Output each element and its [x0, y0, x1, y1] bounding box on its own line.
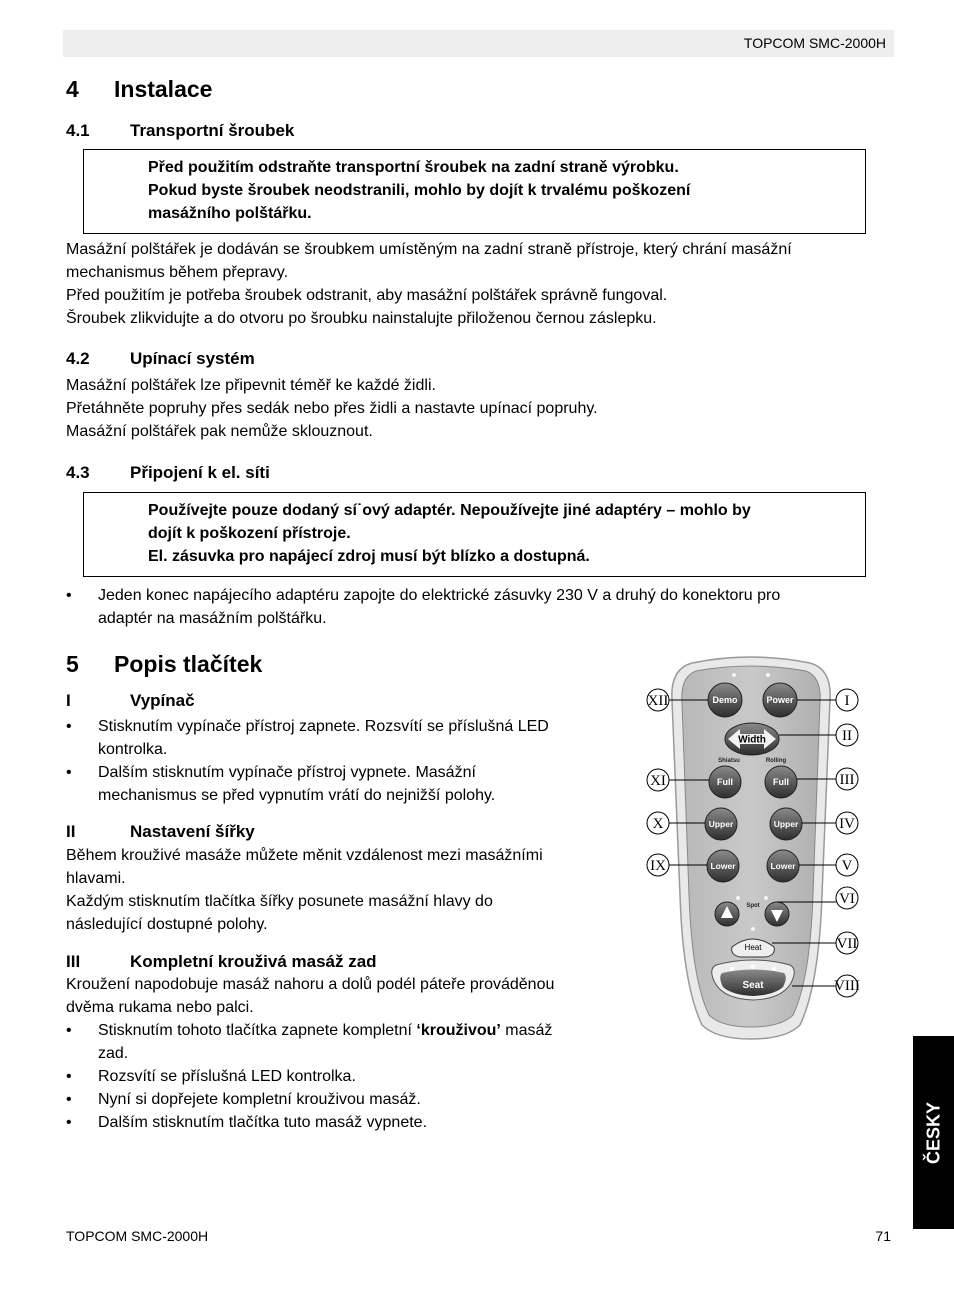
full-button-label: Full	[773, 777, 789, 787]
spot-label: Spot	[746, 903, 760, 909]
list-item	[66, 1065, 636, 1088]
led-icon	[764, 896, 768, 900]
led-icon	[751, 927, 755, 931]
paragraph-line: dvěma rukama nebo palci.	[66, 999, 254, 1016]
section-number: 4	[66, 76, 79, 102]
bullet-line: Rozsvítí se příslušná LED kontrolka.	[98, 1068, 356, 1085]
bullet-line: Jeden konec napájecího adaptéru zapojte do elektrické zásuvky 230 V a druhý do konektoru pro	[98, 587, 781, 604]
callout-vi	[836, 887, 858, 909]
language-tab	[913, 1036, 954, 1229]
section-title: Popis tlačítek	[114, 651, 263, 677]
paragraph-line: hlavami.	[66, 870, 126, 887]
led-icon	[732, 673, 736, 677]
subsection-title: Transportní šroubek	[130, 121, 295, 140]
callout-x	[647, 812, 669, 834]
heat-button-label: Heat	[744, 943, 762, 952]
callout-viii	[834, 975, 860, 997]
bullet-icon: •	[66, 1022, 72, 1039]
bullet-icon: •	[66, 1091, 72, 1108]
lower-button-label: Lower	[770, 861, 796, 871]
list-item	[66, 1019, 636, 1065]
subsection-number: 4.3	[66, 463, 90, 482]
paragraph-4-2	[66, 374, 906, 443]
paragraph-line: Masážní polštářek lze připevnit téměř ke každé židli.	[66, 377, 436, 394]
bullet-icon: •	[66, 1068, 72, 1085]
bullet-line: Nyní si dopřejete kompletní krouživou masáž.	[98, 1091, 421, 1108]
language-tab-label: ČESKY	[923, 1101, 943, 1164]
shiatsu-full-button[interactable]	[709, 766, 741, 798]
item-title: Kompletní krouživá masáž zad	[130, 952, 377, 971]
paragraph-line: mechanismus během přepravy.	[66, 264, 289, 281]
led-icon	[736, 896, 740, 900]
callout-label: IX	[650, 858, 666, 874]
callout-label: IV	[839, 816, 855, 832]
callout-label: I	[844, 693, 850, 709]
callout-label: VII	[836, 936, 858, 952]
paragraph-line: Přetáhněte popruhy přes sedák nebo přes židli a nastavte upínací popruhy.	[66, 400, 598, 417]
item-number: I	[66, 691, 71, 710]
list-item	[66, 1088, 636, 1111]
text-run: masáž	[500, 1022, 553, 1039]
subsection-title: Upínací systém	[130, 349, 255, 368]
demo-button[interactable]	[708, 683, 742, 717]
item-title: Vypínač	[130, 691, 195, 710]
callout-label: III	[839, 772, 855, 788]
power-button[interactable]	[763, 683, 797, 717]
warning-line: masážního polštářku.	[148, 205, 312, 222]
list-item	[66, 761, 626, 807]
callout-xii	[647, 689, 669, 711]
warning-line: dojít k poškození přístroje.	[148, 525, 351, 542]
warning-text	[148, 499, 751, 568]
callout-label: XII	[647, 693, 669, 709]
callout-i	[836, 689, 858, 711]
warning-box-screw	[83, 149, 866, 234]
callout-label: XI	[650, 773, 666, 789]
paragraph-line: Každým stisknutím tlačítka šířky posunete masážní hlavy do	[66, 893, 493, 910]
header-title: TOPCOM SMC-2000H	[743, 35, 886, 51]
callout-vii	[836, 932, 858, 954]
paragraph-iii	[66, 973, 636, 1019]
rolling-upper-button[interactable]	[770, 808, 802, 840]
callout-label: V	[841, 858, 853, 874]
list-item	[66, 1111, 636, 1134]
rolling-full-button[interactable]	[765, 766, 797, 798]
upper-button-label: Upper	[708, 819, 734, 829]
bullet-list-iii	[66, 1019, 636, 1134]
bullet-list-i	[66, 715, 626, 807]
callout-label: X	[652, 816, 664, 832]
full-button-label: Full	[717, 777, 733, 787]
callout-label: II	[842, 728, 852, 744]
warning-line: Pokud byste šroubek neodstranili, mohlo by dojít k trvalému poškození	[148, 182, 691, 199]
section-5-heading	[66, 651, 466, 681]
section-number: 5	[66, 651, 79, 677]
bullet-line: mechanismus se před vypnutím vrátí do nejnižší polohy.	[98, 787, 496, 804]
bullet-icon: •	[66, 764, 72, 781]
item-iii-heading	[66, 952, 566, 974]
subsection-number: 4.1	[66, 121, 90, 140]
bullet-line: adaptér na masážním polštářku.	[98, 610, 327, 627]
spot-up-button[interactable]	[715, 902, 739, 926]
warning-text	[148, 156, 690, 225]
callout-ii	[836, 724, 858, 746]
bullet-icon: •	[66, 1114, 72, 1131]
subsection-number: 4.2	[66, 349, 90, 368]
bullet-line: zad.	[98, 1045, 129, 1062]
bold-term: ‘krouživou’	[416, 1022, 501, 1039]
rolling-label: Rolling	[765, 758, 787, 764]
paragraph-line: Masážní polštářek je dodáván se šroubkem umístěným na zadní straně přístroje, který chrání masážní	[66, 241, 792, 258]
paragraph-4-1	[66, 238, 906, 330]
subsection-4-1-heading	[66, 121, 466, 143]
item-number: III	[66, 952, 81, 971]
paragraph-line: Šroubek zlikvidujte a do otvoru po šroubku nainstalujte přiloženou černou záslepku.	[66, 310, 657, 327]
bullet-icon: •	[66, 587, 72, 604]
callout-v	[836, 854, 858, 876]
subsection-title: Připojení k el. síti	[130, 463, 270, 482]
list-item	[66, 584, 906, 630]
rolling-lower-button[interactable]	[767, 850, 799, 882]
power-button-label: Power	[766, 695, 794, 705]
callout-label: VIII	[834, 978, 860, 994]
warning-line: Před použitím odstraňte transportní šroubek na zadní straně výrobku.	[148, 159, 679, 176]
item-i-heading	[66, 691, 466, 713]
section-title: Instalace	[114, 76, 213, 102]
warning-line: Používejte pouze dodaný sí˙ový adaptér. Nepoužívejte jiné adaptéry – mohlo by	[148, 502, 751, 519]
footer-model: TOPCOM SMC-2000H	[66, 1228, 209, 1244]
lower-button-label: Lower	[710, 861, 736, 871]
bullet-list-4-3	[66, 584, 906, 630]
text-run: Stisknutím tohoto tlačítka zapnete kompletní	[98, 1022, 417, 1039]
paragraph-line: Před použitím je potřeba šroubek odstranit, aby masážní polštářek správně fungoval.	[66, 287, 668, 304]
shiatsu-label: Shiatsu	[718, 758, 740, 764]
warning-box-power	[83, 492, 866, 577]
paragraph-line: Masážní polštářek pak nemůže sklouznout.	[66, 423, 373, 440]
width-button[interactable]	[725, 723, 779, 755]
bullet-line: Dalším stisknutím vypínače přístroj vypnete. Masážní	[98, 764, 476, 781]
callout-ix	[647, 854, 669, 876]
upper-button-label: Upper	[773, 819, 799, 829]
bullet-icon: •	[66, 718, 72, 735]
paragraph-line: Kroužení napodobuje masáž nahoru a dolů podél páteře prováděnou	[66, 976, 555, 993]
callout-label: VI	[839, 891, 855, 907]
width-button-label: Width	[738, 734, 766, 746]
led-icon	[766, 673, 770, 677]
demo-button-label: Demo	[712, 695, 738, 705]
bullet-line	[98, 1019, 636, 1042]
bullet-line: kontrolka.	[98, 741, 168, 758]
paragraph-line: Během krouživé masáže můžete měnit vzdálenost mezi masážními	[66, 847, 543, 864]
warning-line: El. zásuvka pro napájecí zdroj musí být blízko a dostupná.	[148, 548, 590, 565]
seat-button-label: Seat	[742, 980, 764, 991]
shiatsu-lower-button[interactable]	[707, 850, 739, 882]
subsection-4-3-heading	[66, 463, 466, 485]
callout-iv	[836, 812, 858, 834]
spot-down-button[interactable]	[765, 902, 789, 926]
callout-xi	[647, 769, 669, 791]
page-number: 71	[875, 1228, 891, 1244]
item-title: Nastavení šířky	[130, 822, 255, 841]
list-item	[66, 715, 626, 761]
paragraph-ii	[66, 844, 626, 936]
callout-iii	[836, 768, 858, 790]
item-ii-heading	[66, 822, 466, 844]
item-number: II	[66, 822, 76, 841]
remote-control-illustration	[636, 655, 866, 1045]
section-4-heading	[66, 76, 466, 106]
shiatsu-upper-button[interactable]	[705, 808, 737, 840]
subsection-4-2-heading	[66, 349, 466, 371]
paragraph-line: následující dostupné polohy.	[66, 916, 268, 933]
bullet-line: Stisknutím vypínače přístroj zapnete. Rozsvítí se příslušná LED	[98, 718, 549, 735]
bullet-line: Dalším stisknutím tlačítka tuto masáž vypnete.	[98, 1114, 428, 1131]
